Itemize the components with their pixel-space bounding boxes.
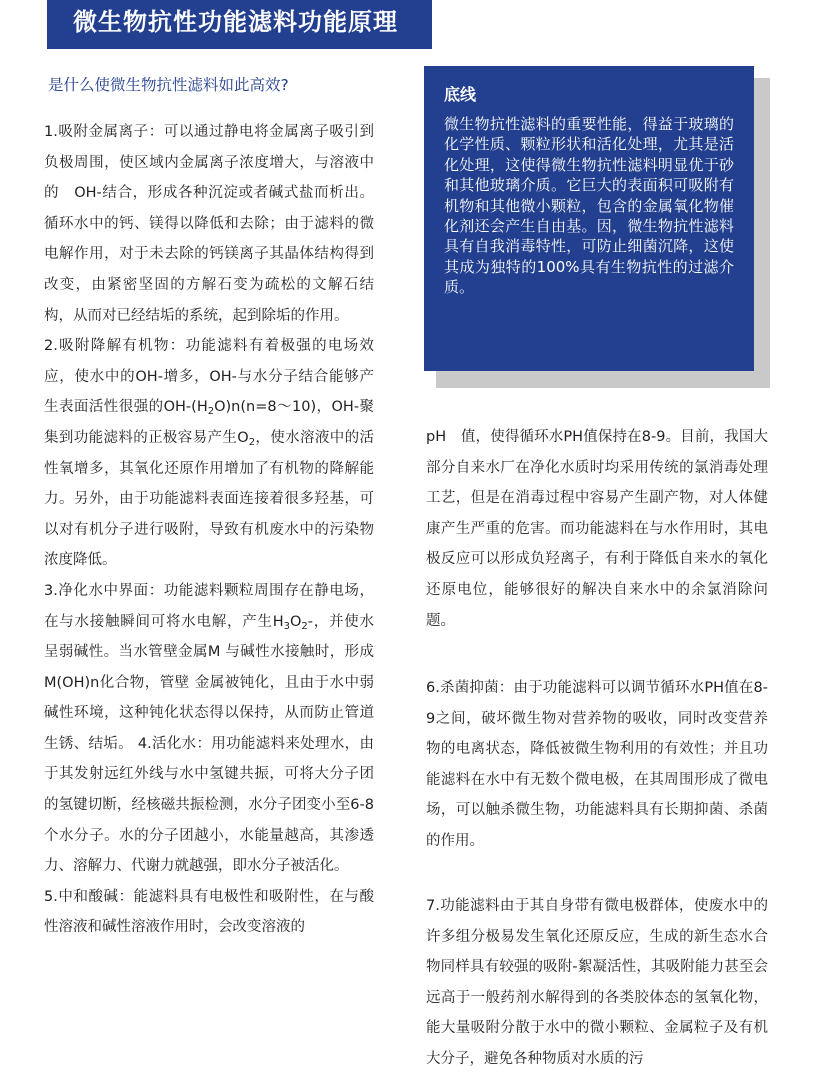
- sidebar-body: 微生物抗性滤料的重要性能，得益于玻璃的化学性质、颗粒形状和活化处理，尤其是活化处理，这使得微生物抗性滤料明显优于砂和其他玻璃介质。它巨大的表面积可吸附有机物和其他微小颗粒，包含的金属氧化物催化剂还会产生自由基。因，微生物抗性滤料具有自我消毒特性，可防止细菌沉降，这使其成为独特的100%具有生物抗性的过滤介质。: [444, 115, 734, 297]
- paragraph-purify-interface: 3.净化水中界面：功能滤料颗粒周围存在静电场，在与水接触瞬间可将水电解，产生$H_3O_2-$，并使水呈弱碱性。当水管壁金属M 与碱性水接触时，形成M(OH)n化合物，管壁 金属被钝化，且由于水中弱碱性环境，这种钝化状态得以保持，从而防止管道生锈、结垢。 4.活化水：用功能滤料来处理水，由于其发射远红外线与水中氢键共振，可将大分子团的氢键切断，经核磁共振检测，水分子团变小至6-8个水分子。水的分子团越小，水能量越高，其渗透力、溶解力、代谢力就越强，即水分子被活化。: [44, 582, 374, 875]
- paragraph-antibacterial: 6.杀菌抑菌：由于功能滤料可以调节循环水PH值在8-9之间，破坏微生物对营养物的吸收，同时改变营养物的电离状态，降低被微生物利用的有效性；并且功能滤料在水中有无数个微电极，在其周围形成了微电场，可以触杀微生物，功能滤料具有长期抑菌、杀菌的作用。: [426, 680, 768, 849]
- sidebar-box: [424, 66, 754, 371]
- right-column-top: [426, 422, 768, 636]
- page-title: 微生物抗性功能滤料功能原理: [47, 0, 432, 49]
- paragraph-ph-continued: pH 值，使得循环水PH值保持在8-9。目前，我国大部分自来水厂在净化水质时均采用传统的氯消毒处理工艺，但是在消毒过程中容易产生副产物，对人体健康产生严重的危害。而功能滤料在与水作用时，其电极反应可以形成负羟离子，有利于降低自来水的氧化还原电位，能够很好的解决自来水中的余氯消除问题。: [426, 429, 768, 629]
- paragraph-neutralize-acid-base: 5.中和酸碱：能滤料具有电极性和吸附性，在与酸性溶液和碱性溶液作用时，会改变溶液的: [44, 888, 374, 936]
- right-column-bottom: [426, 891, 768, 1075]
- sidebar-heading: 底线: [444, 85, 477, 104]
- paragraph-adsorb-metal-ions: 1.吸附金属离子：可以通过静电将金属离子吸引到负极周围，使区域内金属离子浓度增大，与溶液中的 OH-结合，形成各种沉淀或者碱式盐而析出。循环水中的钙、镁得以降低和去除；由于滤料的微电解作用，对于未去除的钙镁离子其晶体结构得到改变，由紧密坚固的方解石变为疏松的文解石结构，从而对已经结垢的系统，起到除垢的作用。: [44, 124, 374, 324]
- right-column-middle: [426, 673, 768, 857]
- section-subtitle: 是什么使微生物抗性滤料如此高效?: [48, 76, 289, 94]
- left-column: [44, 117, 374, 943]
- paragraph-degrade-organics: 2.吸附降解有机物：功能滤料有着极强的电场效应，使水中的OH-增多，OH-与水分子结合能够产生表面活性很强的$OH-(H_2O)n(n=8\sim 10)$，OH-聚集到功能滤料的正极容易产生$O_2$，使水溶液中的活性氧增多，其氧化还原作用增加了有机物的降解能力。另外，由于功能滤料表面连接着很多羟基，可以对有机分子进行吸附，导致有机废水中的污染物浓度降低。: [44, 338, 375, 569]
- paragraph-micro-electrode: 7.功能滤料由于其自身带有微电极群体，使废水中的许多组分极易发生氧化还原反应，生成的新生态水合物同样具有较强的吸附-絮凝活性，其吸附能力甚至会远高于一般药剂水解得到的各类胶体态的氢氧化物，能大量吸附分散于水中的微小颗粒、金属粒子及有机大分子，避免各种物质对水质的污: [426, 898, 768, 1067]
